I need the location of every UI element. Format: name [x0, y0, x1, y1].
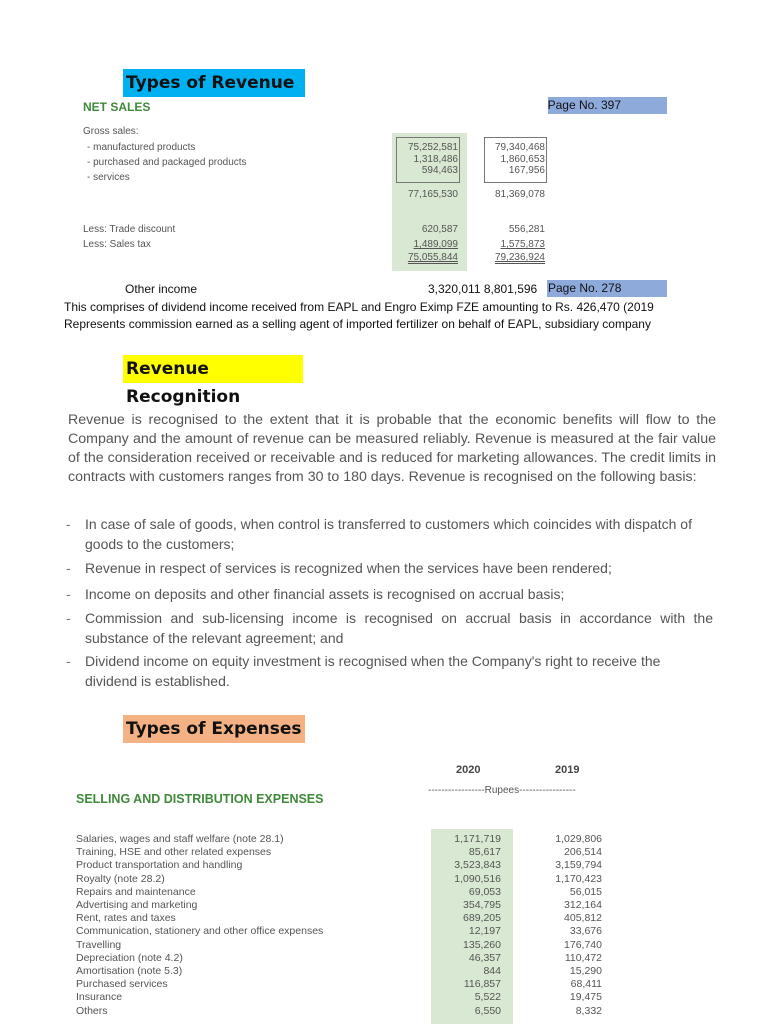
expense-row-2020: 3,523,843: [454, 859, 501, 872]
page-ref-278: Page No. 278: [547, 280, 667, 297]
expense-row-2019: 405,812: [564, 912, 602, 925]
other-income-values: 3,320,011 8,801,596: [428, 282, 538, 296]
year-2019-header: 2019: [555, 764, 580, 776]
year-2020-header: 2020: [456, 764, 481, 776]
col-a-value: 1,318,486: [413, 153, 458, 165]
col-a-gross-values: [396, 142, 458, 177]
col-b-value: 167,956: [508, 165, 545, 176]
expense-row-label: Salaries, wages and staff welfare (note 28.1): [76, 833, 284, 845]
expense-row-label: Repairs and maintenance: [76, 885, 196, 898]
col-b-total: 79,236,924: [494, 252, 545, 263]
expense-row-2020: 69,053: [468, 885, 501, 898]
revenue-recognition-heading: Revenue Recognition: [123, 355, 303, 383]
gross-sales-items: [87, 140, 247, 185]
expense-row-label: Training, HSE and other related expenses: [76, 846, 272, 859]
expense-row-2020: 844: [483, 965, 501, 978]
commission-note: Represents commission earned as a selling agent of imported fertilizer on behalf of EAPL, subsidiary company: [64, 317, 651, 331]
gross-item: - services: [87, 172, 130, 183]
col-b-value: 1,860,653: [500, 153, 545, 165]
recognition-bullet: - Income on deposits and other financial assets is recognised on accrual basis;: [66, 586, 565, 602]
expense-row-label: Amortisation (note 5.3): [76, 965, 183, 978]
recognition-bullet: - Revenue in respect of services is recognized when the services have been rendered;: [66, 560, 612, 576]
expense-row-2020: 1,171,719: [454, 833, 501, 845]
expense-row-2019: 312,164: [564, 899, 602, 912]
expense-labels: [76, 833, 416, 1018]
expense-row-2020: 5,522: [474, 991, 501, 1004]
selling-distribution-title: SELLING AND DISTRIBUTION EXPENSES: [76, 792, 324, 806]
expense-row-label: Purchased services: [76, 978, 168, 991]
expense-2019-values: [520, 833, 602, 1018]
expense-row-label: Depreciation (note 4.2): [76, 951, 183, 964]
expense-row-label: Rent, rates and taxes: [76, 912, 176, 925]
less-label: Less: Sales tax: [83, 239, 151, 250]
expense-row-2020: 116,857: [463, 978, 501, 991]
types-of-expenses-heading: Types of Expenses: [123, 715, 305, 743]
expense-row-2020: 85,617: [468, 846, 501, 859]
col-b-less-values: [484, 222, 545, 264]
col-a-less: 1,489,099: [413, 239, 458, 250]
col-a-total: 75,055,844: [407, 252, 458, 263]
expense-row-2019: 15,290: [569, 965, 602, 978]
other-income-label: Other income: [125, 282, 198, 296]
col-b-gross-values: [484, 142, 545, 177]
expense-row-2019: 1,029,806: [555, 833, 602, 845]
col-a-value: 594,463: [421, 165, 458, 176]
expense-row-2020: 6,550: [474, 1004, 501, 1017]
net-sales-title: NET SALES: [83, 100, 151, 114]
expense-row-2019: 110,472: [564, 951, 602, 964]
note-lines: [64, 299, 668, 333]
col-b-less: 556,281: [508, 224, 545, 235]
expense-row-2019: 1,170,423: [555, 872, 602, 885]
col-a-subtotal: 77,165,530: [407, 189, 458, 200]
expense-row-2020: 46,357: [468, 951, 501, 964]
less-label: Less: Trade discount: [83, 224, 176, 235]
col-b-less: 1,575,873: [500, 239, 545, 250]
expense-row-2020: 1,090,516: [454, 872, 501, 885]
expense-row-label: Others: [76, 1004, 108, 1017]
col-a-less: 620,587: [421, 224, 458, 235]
expense-2020-values: [436, 833, 501, 1018]
recognition-bullet: - Dividend income on equity investment is recognised when the Company's right to receive the dividend is established.: [66, 653, 661, 689]
col-a-less-values: [396, 222, 458, 264]
expense-row-2019: 19,475: [569, 991, 602, 1004]
revenue-recognition-paragraph: Revenue is recognised to the extent that it is probable that the economic benefits will flow to the Company and the amount of revenue can be measured reliably. Revenue is measured at the fair value of the consideration received or receivable and is reduced for marketing allowances. The credit limits in contracts with customers ranges from 30 to 180 days. Revenue is recognised on the following basis:: [68, 412, 716, 485]
expense-row-label: Travelling: [76, 938, 122, 951]
expense-row-label: Product transportation and handling: [76, 859, 243, 872]
expense-row-label: Insurance: [76, 991, 123, 1004]
expense-row-2019: 56,015: [569, 885, 602, 898]
expense-row-label: Advertising and marketing: [76, 899, 198, 912]
expense-row-2019: 68,411: [570, 978, 602, 991]
recognition-bullet: - In case of sale of goods, when control is transferred to customers which coincides with dispatch of goods to the customers;: [66, 516, 692, 552]
gross-sales-label: Gross sales:: [83, 126, 139, 137]
col-b-subtotal: 81,369,078: [494, 189, 545, 200]
gross-item: - manufactured products: [87, 142, 196, 153]
gross-item: - purchased and packaged products: [87, 157, 247, 168]
dividend-note: This comprises of dividend income received from EAPL and Engro Eximp FZE amounting to Rs. 426,470 (2019: [64, 300, 654, 314]
expense-row-2020: 135,260: [463, 938, 501, 951]
expense-row-2020: 354,795: [463, 899, 501, 912]
page-ref-397: Page No. 397: [548, 97, 667, 114]
col-b-value: 79,340,468: [494, 142, 545, 153]
expense-row-2019: 206,514: [564, 846, 602, 859]
expense-row-2019: 3,159,794: [555, 859, 602, 872]
expense-row-label: Royalty (note 28.2): [76, 872, 165, 885]
col-a-value: 75,252,581: [407, 142, 458, 153]
types-of-revenue-heading: Types of Revenue: [123, 69, 305, 97]
expense-row-2019: 176,740: [564, 938, 602, 951]
expense-row-2019: 8,332: [575, 1004, 602, 1017]
expense-row-2019: 33,676: [569, 925, 602, 938]
recognition-bullet: - Commission and sub-licensing income is recognised on accrual basis in accordance with the substance of the relevant agreement; and: [66, 610, 713, 646]
expense-row-label: Communication, stationery and other office expenses: [76, 925, 324, 938]
less-labels: [83, 222, 175, 252]
expense-row-2020: 12,197: [468, 925, 501, 938]
expense-row-2020: 689,205: [463, 912, 501, 925]
rupees-caption: -----------------Rupees-----------------: [428, 785, 576, 796]
